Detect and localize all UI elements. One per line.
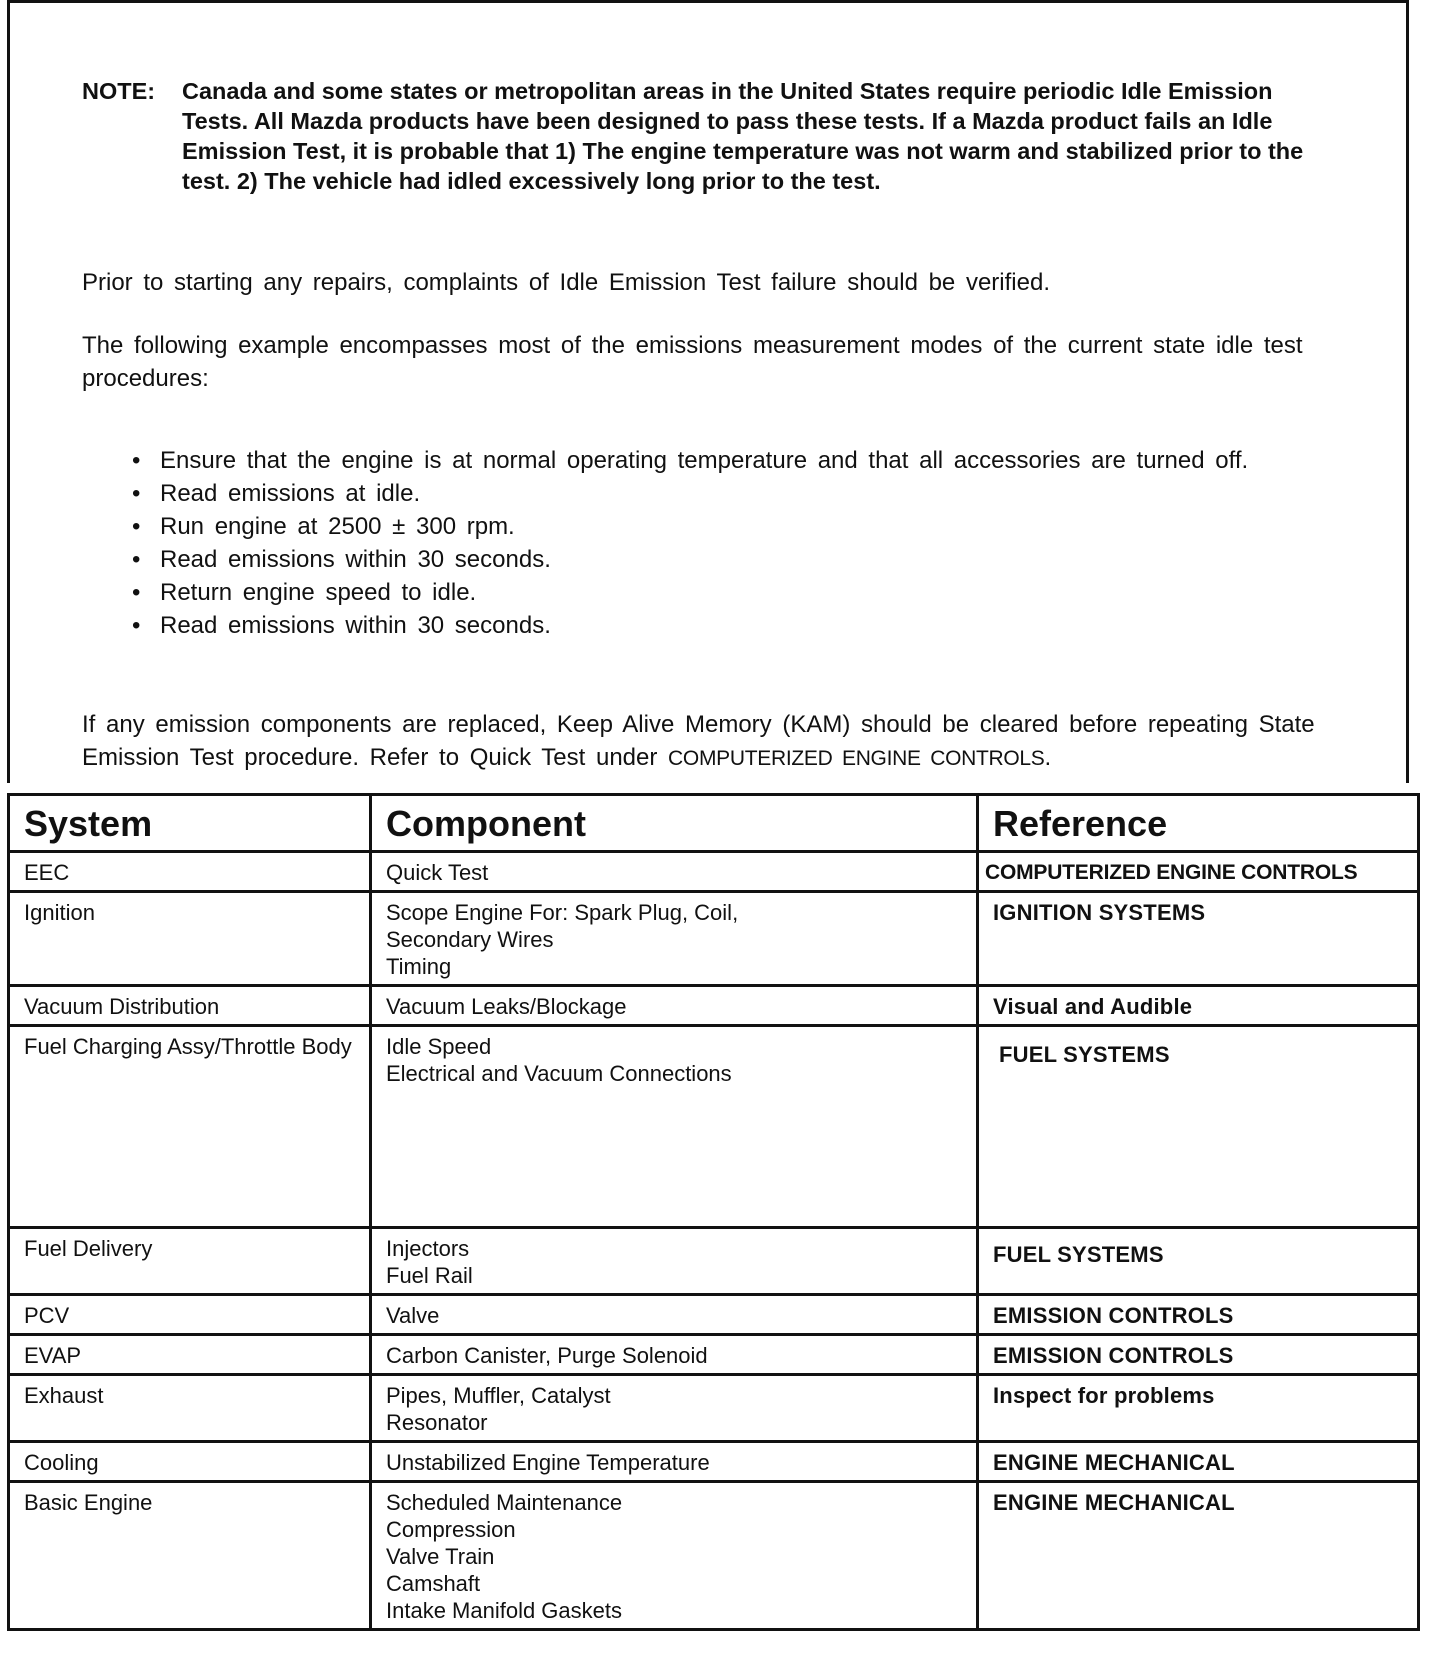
cell-reference: IGNITION SYSTEMS — [978, 892, 1419, 986]
kam-paragraph — [82, 708, 1352, 775]
component-line: Resonator — [386, 1410, 488, 1435]
component-line: Valve — [386, 1303, 440, 1328]
cell-reference: ENGINE MECHANICAL — [978, 1442, 1419, 1482]
component-line: Carbon Canister, Purge Solenoid — [386, 1343, 708, 1368]
cell-system: Basic Engine — [9, 1482, 371, 1630]
cell-system: EVAP — [9, 1335, 371, 1375]
procedure-steps-list — [130, 444, 1330, 642]
cell-component — [371, 892, 978, 986]
table-row — [9, 1335, 1419, 1375]
cell-component — [371, 1295, 978, 1335]
kam-reference: COMPUTERIZED ENGINE CONTROLS — [668, 747, 1045, 770]
diagnosis-table — [7, 793, 1420, 1631]
note-text: Canada and some states or metropolitan areas in the United States require periodic Idle Emission Tests. All Mazda products have been designed to pass these tests. If a Mazda product fails an Idle Emission Test, it is probable that 1) The engine temperature was not warm and stabilized prior to the test. 2) The vehicle had idled excessively long prior to the test. — [182, 78, 1304, 194]
component-line: Injectors — [386, 1236, 470, 1261]
verify-paragraph: Prior to starting any repairs, complaints of Idle Emission Test failure should be verified. — [82, 269, 1050, 296]
procedure-intro-paragraph: The following example encompasses most of the emissions measurement modes of the current state idle test procedures: — [82, 332, 1303, 392]
component-line: Unstabilized Engine Temperature — [386, 1450, 710, 1475]
cell-reference: COMPUTERIZED ENGINE CONTROLS — [978, 852, 1419, 892]
cell-system: PCV — [9, 1295, 371, 1335]
cell-system: Ignition — [9, 892, 371, 986]
note-label: NOTE: — [82, 78, 156, 104]
cell-system: Fuel Charging Assy/Throttle Body — [9, 1026, 371, 1228]
table-row — [9, 852, 1419, 892]
cell-reference: EMISSION CONTROLS — [978, 1295, 1419, 1335]
header-system: System — [9, 795, 371, 852]
table-row — [9, 1482, 1419, 1630]
cell-reference: ENGINE MECHANICAL — [978, 1482, 1419, 1630]
cell-component — [371, 1228, 978, 1295]
cell-component — [371, 1442, 978, 1482]
table-row — [9, 1295, 1419, 1335]
list-item: • Run engine at 2500 ± 300 rpm. — [130, 510, 1330, 543]
cell-component — [371, 1026, 978, 1228]
list-item: • Return engine speed to idle. — [130, 576, 1330, 609]
component-line: Scope Engine For: Spark Plug, Coil, — [386, 900, 739, 925]
cell-component — [371, 1375, 978, 1442]
component-line: Quick Test — [386, 860, 489, 885]
table-row — [9, 1228, 1419, 1295]
component-line: Camshaft — [386, 1571, 481, 1596]
table-row — [9, 1026, 1419, 1228]
kam-period: . — [1044, 744, 1052, 771]
table-row — [9, 892, 1419, 986]
table-row — [9, 986, 1419, 1026]
list-item: • Read emissions at idle. — [130, 477, 1330, 510]
component-line: Idle Speed — [386, 1034, 492, 1059]
header-reference: Reference — [978, 795, 1419, 852]
component-line: Secondary Wires — [386, 927, 554, 952]
cell-reference: Inspect for problems — [978, 1375, 1419, 1442]
component-line: Valve Train — [386, 1544, 495, 1569]
cell-system: EEC — [9, 852, 371, 892]
cell-reference: FUEL SYSTEMS — [978, 1026, 1419, 1228]
kam-text: If any emission components are replaced, Keep Alive Memory (KAM) should be cleared before repeating State Emission Test procedure. Refer to Quick Test under — [82, 711, 1315, 771]
note-block — [82, 76, 1342, 196]
component-line: Intake Manifold Gaskets — [386, 1598, 623, 1623]
cell-system: Vacuum Distribution — [9, 986, 371, 1026]
table-header-row — [9, 795, 1419, 852]
cell-component — [371, 1482, 978, 1630]
cell-component — [371, 986, 978, 1026]
component-line: Scheduled Maintenance — [386, 1490, 623, 1515]
list-item: • Ensure that the engine is at normal operating temperature and that all accessories are turned off. — [130, 444, 1330, 477]
component-line: Fuel Rail — [386, 1263, 473, 1288]
component-line: Compression — [386, 1517, 516, 1542]
cell-component — [371, 1335, 978, 1375]
table-row — [9, 1375, 1419, 1442]
cell-reference: FUEL SYSTEMS — [978, 1228, 1419, 1295]
cell-system: Exhaust — [9, 1375, 371, 1442]
cell-system: Fuel Delivery — [9, 1228, 371, 1295]
cell-system: Cooling — [9, 1442, 371, 1482]
list-item: • Read emissions within 30 seconds. — [130, 543, 1330, 576]
component-line: Electrical and Vacuum Connections — [386, 1061, 732, 1086]
table-row — [9, 1442, 1419, 1482]
header-component: Component — [371, 795, 978, 852]
cell-reference: Visual and Audible — [978, 986, 1419, 1026]
component-line: Pipes, Muffler, Catalyst — [386, 1383, 611, 1408]
component-line: Timing — [386, 954, 452, 979]
component-line: Vacuum Leaks/Blockage — [386, 994, 627, 1019]
cell-reference: EMISSION CONTROLS — [978, 1335, 1419, 1375]
cell-component — [371, 852, 978, 892]
list-item: • Read emissions within 30 seconds. — [130, 609, 1330, 642]
